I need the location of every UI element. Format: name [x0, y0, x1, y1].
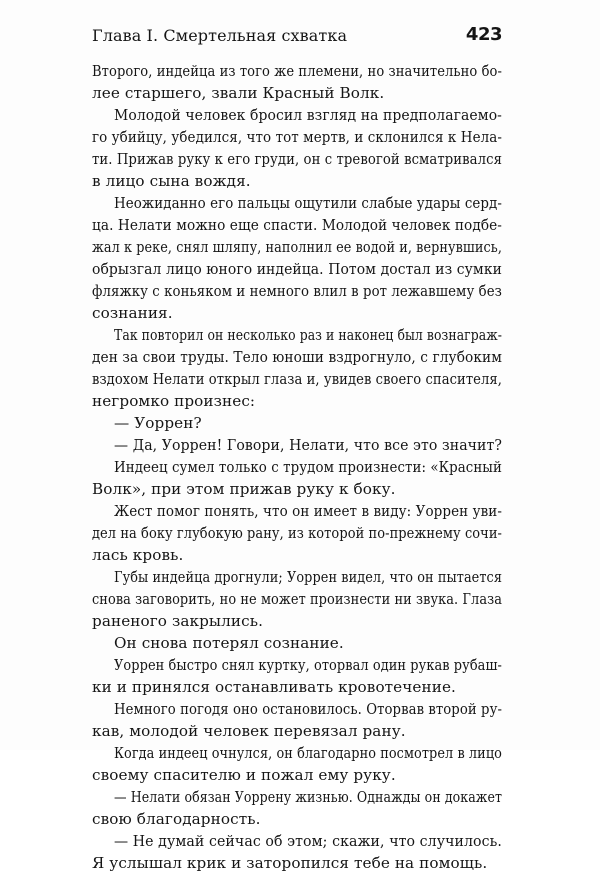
text-line: Уоррен быстро снял куртку, оторвал один рукав рубаш-	[114, 656, 502, 674]
text-line: Губы индейца дрогнули; Уоррен видел, что он пытается	[114, 568, 503, 586]
text-line: ки и принялся останавливать кровотечение.	[92, 678, 456, 696]
text-line: раненого закрылись.	[92, 612, 263, 630]
text-line: фляжку с коньяком и немного влил в рот лежавшему без	[92, 282, 502, 300]
text-line: лее старшего, звали Красный Волк.	[92, 84, 385, 102]
text-line: своему спасителю и пожал ему руку.	[92, 766, 396, 784]
text-line: — Не думай сейчас об этом; скажи, что случилось.	[114, 832, 502, 850]
text-line: Жест помог понять, что он имеет в виду: Уоррен уви-	[114, 502, 502, 520]
text-line: Неожиданно его пальцы ощутили слабые удары серд-	[114, 194, 502, 212]
text-line: свою благодарность.	[92, 810, 261, 828]
text-line: жал к реке, снял шляпу, наполнил ее водой и, вернувшись,	[92, 238, 503, 256]
text-line: в лицо сына вождя.	[92, 172, 251, 190]
text-line: Волк», при этом прижав руку к боку.	[92, 480, 396, 498]
text-line: Он снова потерял сознание.	[114, 634, 344, 652]
running-header	[92, 24, 502, 58]
text-line: сознания.	[92, 304, 173, 322]
body-text	[92, 60, 502, 874]
text-line: — Да, Уоррен! Говори, Нелати, что все это значит?	[114, 436, 503, 454]
text-line: Так повторил он несколько раз и наконец был вознаграж-	[114, 326, 503, 344]
text-line: — Уоррен?	[114, 414, 202, 432]
text-line: кав, молодой человек перевязал рану.	[92, 722, 406, 740]
text-line: — Нелати обязан Уоррену жизнью. Однажды он докажет	[114, 788, 502, 806]
text-line: лась кровь.	[92, 546, 184, 564]
text-line: снова заговорить, но не может произнести ни звука. Глаза	[92, 590, 502, 608]
text-line: го убийцу, убедился, что тот мертв, и склонился к Нела-	[92, 128, 502, 146]
page-number: 423	[465, 24, 502, 45]
text-line: Когда индеец очнулся, он благодарно посмотрел в лицо	[114, 744, 502, 762]
text-line: ден за свои труды. Тело юноши вздрогнуло, с глубоким	[92, 348, 503, 366]
text-line: Второго, индейца из того же племени, но значительно бо-	[92, 62, 502, 80]
text-line: Я услышал крик и заторопился тебе на помощь.	[92, 854, 488, 872]
text-line: дел на боку глубокую рану, из которой по-прежнему сочи-	[92, 524, 503, 542]
text-line: ти. Прижав руку к его груди, он с тревогой всматривался	[92, 150, 503, 168]
text-line: ца. Нелати можно еще спасти. Молодой человек подбе-	[92, 216, 503, 234]
text-line: обрызгал лицо юного индейца. Потом достал из сумки	[92, 260, 502, 278]
text-line: Молодой человек бросил взгляд на предполагаемо-	[114, 106, 502, 124]
text-line: вздохом Нелати открыл глаза и, увидев своего спасителя,	[92, 370, 503, 388]
text-line: Немного погодя оно остановилось. Оторвав второй ру-	[114, 700, 502, 718]
chapter-title: Глава I. Смертельная схватка	[92, 26, 348, 45]
text-line: негромко произнес:	[92, 392, 256, 410]
text-line: Индеец сумел только с трудом произнести: «Красный	[114, 458, 503, 476]
